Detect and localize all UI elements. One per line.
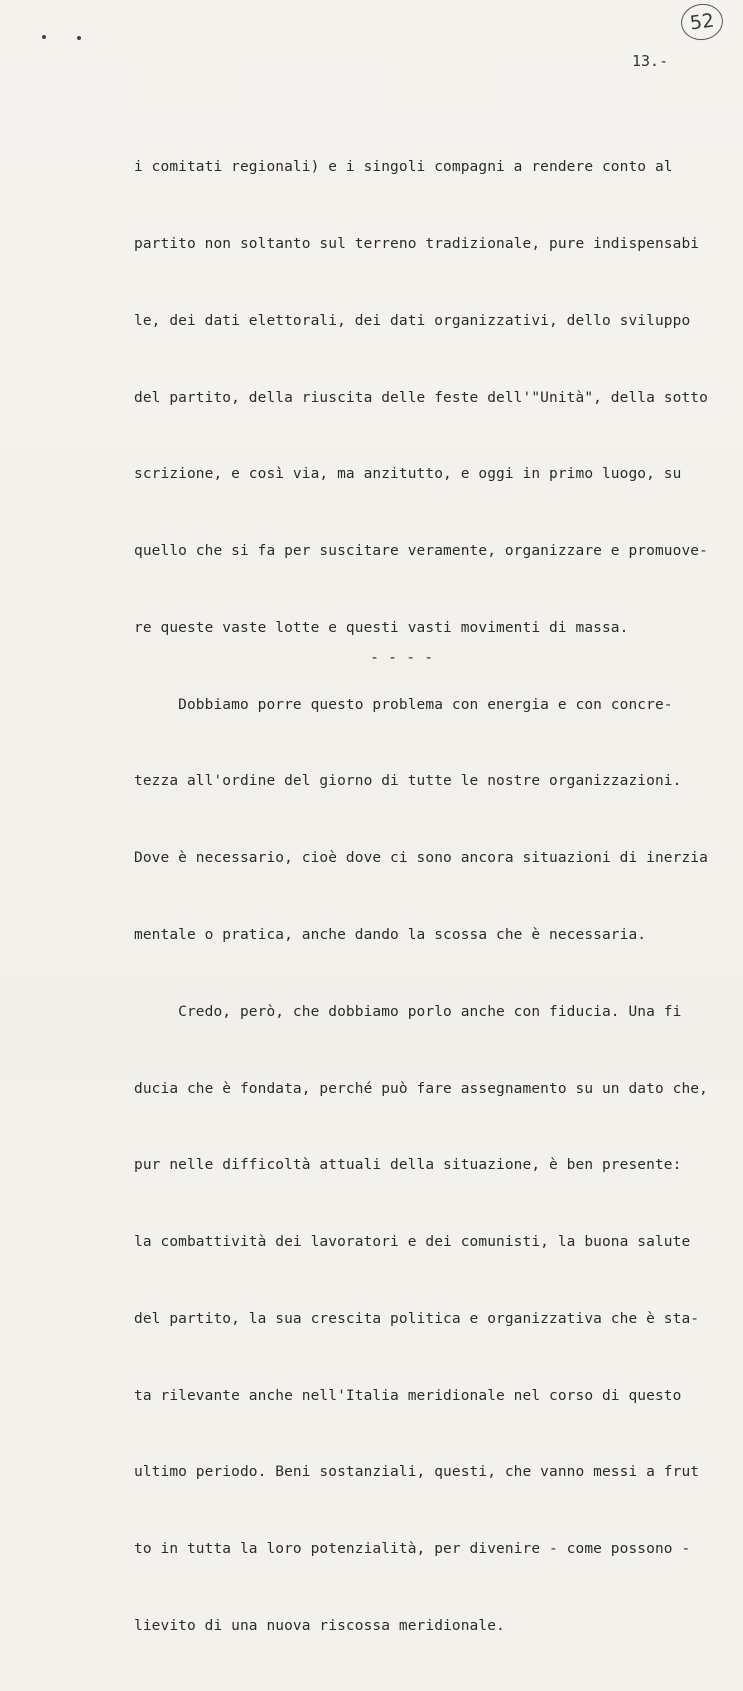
text-line: ultimo periodo. Beni sostanziali, questi, che vanno messi a frut [134,1464,700,1481]
text-line: quello che si fa per suscitare veramente, organizzare e promuove- [134,543,708,560]
text-line: pur nelle difficoltà attuali della situazione, è ben presente: [134,1157,682,1174]
text-line: to in tutta la loro potenzialità, per divenire - come possono - [134,1541,691,1558]
text-line: Dobbiamo porre questo problema con energia e con concre- [134,696,673,713]
section-separator: - - - - [370,648,434,666]
text-line: ta rilevante anche nell'Italia meridionale nel corso di questo [134,1387,682,1404]
text-line: ducia che è fondata, perché può fare assegnamento su un dato che, [134,1080,708,1097]
text-line: partito non soltanto sul terreno tradizionale, pure indispensabi [134,235,700,252]
text-line: scrizione, e così via, ma anzitutto, e oggi in primo luogo, su [134,466,682,483]
text-line: mentale o pratica, anche dando la scossa che è necessaria. [134,927,647,943]
page-number: 13.- [632,52,669,70]
text-line: lievito di una nuova riscossa meridionale. [134,1618,505,1635]
text-line: tezza all'ordine del giorno di tutte le nostre organizzazioni. [134,773,682,790]
text-line: Credo, però, che dobbiamo porlo anche con fiducia. Una fi [134,1003,682,1020]
text-line: la combattività dei lavoratori e dei comunisti, la buona salute [134,1234,691,1251]
margin-dot [77,36,81,40]
text-line: i comitati regionali) e i singoli compagni a rendere conto al [134,159,673,176]
body-text [134,104,708,1691]
text-line: re queste vaste lotte e questi vasti movimenti di massa. [134,619,629,636]
text-line: Dove è necessario, cioè dove ci sono ancora situazioni di inerzia [134,850,708,867]
text-line: le, dei dati elettorali, dei dati organizzativi, dello sviluppo [134,312,691,329]
archive-number-stamp: 52 [679,1,726,42]
text-line: del partito, della riuscita delle feste dell'"Unità", della sotto [134,389,708,406]
margin-dot [42,35,46,39]
text-line: del partito, la sua crescita politica e organizzativa che è sta- [134,1310,700,1327]
